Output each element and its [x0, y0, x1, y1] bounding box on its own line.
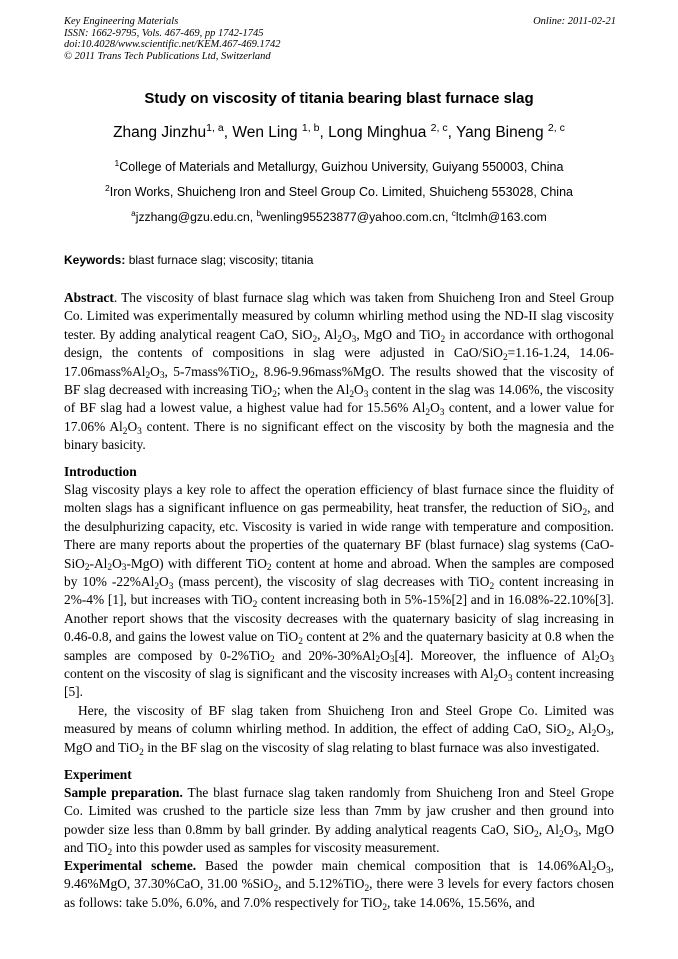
email-address: ltclmh@163.com	[455, 210, 547, 224]
email-marker: c	[451, 208, 456, 219]
email-address: wenling95523877@yahoo.com.cn	[261, 210, 445, 224]
experimental-scheme-text: Based the powder main chemical composition that is $14.06\%Al_2O_3$, 9.46%MgO, 37.30%CaO, 31.00 %SiO$_2$, and 5.12%TiO$_2$, there were 3 levels for every factors chosen as follows: take 5.0%, 6.0%, and 7.0% respectively for TiO$_2$, take 14.06%, 15.56%, and	[64, 858, 614, 913]
experimental-scheme-label: Experimental scheme.	[64, 858, 197, 873]
sample-preparation-label: Sample preparation.	[64, 785, 183, 800]
affiliation-number: 1	[114, 158, 120, 169]
author-affiliation-marker: 1, a	[206, 122, 224, 135]
keywords-label: Keywords:	[64, 253, 126, 267]
sample-preparation-paragraph	[64, 784, 614, 858]
journal-header	[64, 16, 616, 62]
online-date: Online: 2011-02-21	[533, 16, 616, 27]
author-name: Wen Ling	[232, 124, 298, 141]
sample-preparation-text: The blast furnace slag taken randomly from Shuicheng Iron and Steel Grope Co. Limited was crushed to the particle size less than 7mm by jaw crusher and then ground into powder size less than 0.8mm by ball grinder. By adding analytical reagents CaO, SiO$_2$, $Al_2O_3$, MgO and TiO$_2$ into this powder used as samples for viscosity measurement.	[64, 785, 614, 859]
introduction-paragraph-2: Here, the viscosity of BF slag taken from Shuicheng Iron and Steel Grope Co. Limited was measured by means of column whirling method. In addition, the effect of adding CaO, SiO$_2$, $Al_2O_3$, MgO and TiO$_2$ in the BF slag on the viscosity of slag relating to blast furnace was also investigated.	[64, 703, 614, 758]
introduction-heading: Introduction	[64, 464, 137, 479]
author-name: Long Minghua	[328, 124, 427, 141]
author-list: Zhang Jinzhu$^{1, a}$, Wen Ling $^{1, b}$, Long Minghua $^{2, c}$, Yang Bineng $^{2, c}$	[113, 122, 565, 141]
author-affiliation-marker: 2, c	[547, 122, 565, 135]
affiliation-number: 2	[105, 183, 110, 194]
abstract	[64, 289, 614, 455]
author-affiliation-marker: 2, c	[430, 122, 448, 135]
experiment-heading: Experiment	[64, 767, 132, 782]
email-address: jzzhang@gzu.edu.cn	[135, 210, 250, 224]
copyright-line: © 2011 Trans Tech Publications Ltd, Switzerland	[64, 50, 271, 62]
email-marker: b	[256, 208, 262, 219]
paper-title: Study on viscosity of titania bearing blast furnace slag	[144, 90, 534, 107]
email-list: $^a$jzzhang@gzu.edu.cn, $^b$wenling95523877@yahoo.com.cn, $^c$ltclmh@163.com	[131, 208, 547, 224]
keywords	[64, 253, 616, 267]
experimental-scheme-paragraph	[64, 857, 614, 912]
journal-name: Key Engineering Materials	[64, 16, 179, 27]
author-name: Yang Bineng	[455, 124, 544, 141]
author-affiliation-marker: 1, b	[301, 122, 320, 135]
email-marker: a	[131, 208, 136, 219]
doi-line: doi:10.4028/www.scientific.net/KEM.467-469.1742	[64, 39, 281, 51]
affiliation-2	[0, 185, 678, 199]
introduction-paragraph-1: Slag viscosity plays a key role to affect the operation efficiency of blast furnace since the fluidity of molten slags has a significant influence on gas permeability, heat transfer, the reduction of SiO$_2$, and the desulphurizing capacity, etc. Viscosity is varied in wide range with temperature and composition. There are many reports about the properties of the quaternary BF (blast furnace) slag systems $(CaO-SiO_2-Al_2O_3-MgO)$ with different TiO$_2$ content at home and abroad. When the samples are composed by 10% $-22\%Al_2O_3$ (mass percent), the viscosity of slag decreases with TiO$_2$ content increasing in 2%-4% [1], but increases with TiO$_2$ content increasing both in 5%-15%[2] and in 16.08%-22.10%[3]. Another report shows that the viscosity decreases with the quaternary basicity of slag increasing in 0.46-0.8, and gains the lowest value on TiO$_2$ content at 2% and the quaternary basicity at 0.8 when the samples are composed by 0-2%TiO$_2$ and $20\%-30\%Al_2O_3[4]$. Moreover, the influence of $Al_2O_3$ content on the viscosity of slag is significant and the viscosity increases with $Al_2O_3$ content increasing [5].	[64, 482, 615, 700]
abstract-text: . The viscosity of blast furnace slag which was taken from Shuicheng Iron and Steel Group Co. Limited was experimentally measured by column whirling method using the ND-II slag viscosity tester. By adding analytical reagent CaO, SiO$_2$, $Al_2O_3$, MgO and TiO$_2$ in accordance with orthogonal design, the contents of compositions in slag were adjusted in CaO/SiO$_2$=1.16-1.24, $14.06-17.06mass\%Al_2O_3$, 5-7mass%TiO$_2$, 8.96-9.96mass%MgO. The results showed that the viscosity of BF slag decreased with increasing TiO$_2$; when the $Al_2O_3$ content in the slag was 14.06%, the viscosity of BF slag had a lowest value, a highest value had for 15.56% $Al_2O_3$ content, and a lower value for 17.06% $Al_2O_3$ content. There is no significant effect on the viscosity by both the magnesia and the binary basicity.	[64, 290, 615, 453]
affiliation-text: College of Materials and Metallurgy, Guizhou University, Guiyang 550003, China	[119, 160, 564, 174]
abstract-label: Abstract	[64, 290, 114, 305]
affiliation-1	[0, 160, 678, 174]
author-name: Zhang Jinzhu	[113, 124, 207, 141]
issn-line: ISSN: 1662-9795, Vols. 467-469, pp 1742-1745	[64, 27, 264, 39]
affiliation-text: Iron Works, Shuicheng Iron and Steel Group Co. Limited, Shuicheng 553028, China	[109, 185, 573, 199]
keywords-text: blast furnace slag; viscosity; titania	[128, 253, 314, 267]
